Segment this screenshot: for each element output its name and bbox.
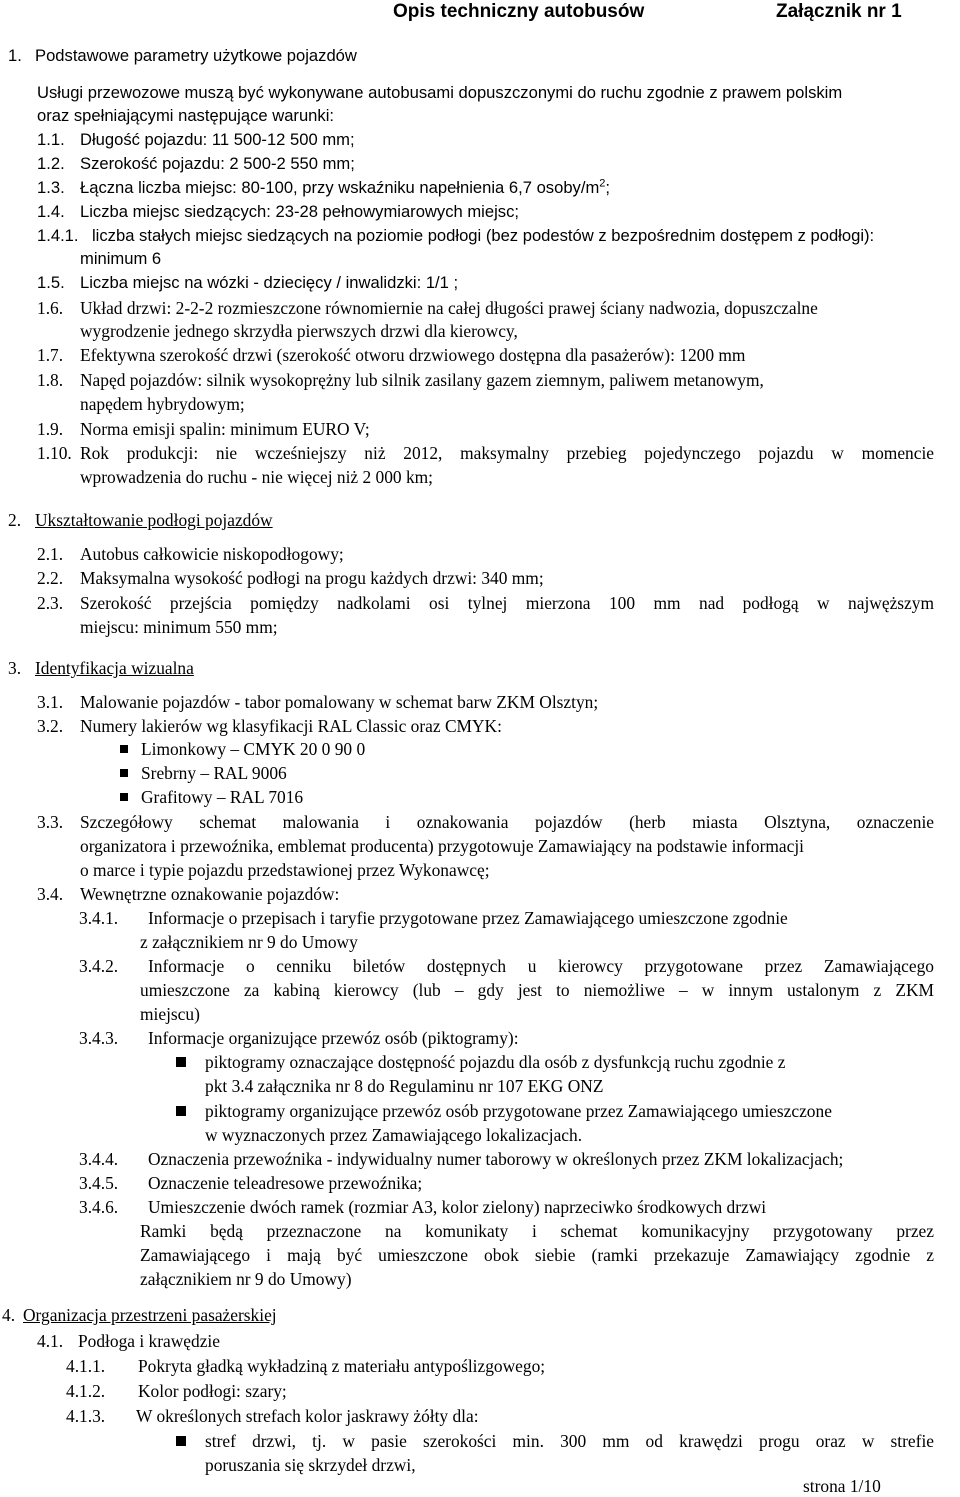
bullet-square-icon (176, 1057, 186, 1067)
bullet-square-icon (120, 793, 128, 801)
pictogram-1-line-1: piktogramy oznaczające dostępność pojazdu dla osób z dysfunkcją ruchu zgodnie z (205, 1052, 786, 1072)
intro-line-2: oraz spełniającymi następujące warunki: (37, 106, 334, 125)
item-1-10-cont: wprowadzenia do ruchu - nie więcej niż 2 000 km; (80, 467, 434, 487)
floor-zone-line-2: poruszania się skrzydeł drzwi, (205, 1455, 416, 1475)
item-1-8-cont: napędem hybrydowym; (80, 394, 245, 414)
item-3-3-cont-2: o marce i typie pojazdu przedstawionej przez Wykonawcę; (80, 860, 490, 880)
item-3-3-cont-1: organizatora i przewoźnika, emblemat producenta) przygotowuje Zamawiający na podstawie informacji (80, 836, 804, 856)
bullet-square-icon (176, 1436, 186, 1446)
item-3-4-6-cont-3: załącznikiem nr 9 do Umowy) (140, 1269, 352, 1289)
annex-label: Załącznik nr 1 (776, 1, 902, 22)
item-1-4-1-cont: minimum 6 (80, 249, 162, 268)
color-limonkowy: Limonkowy – CMYK 20 0 90 0 (141, 739, 366, 759)
document-title: Opis techniczny autobusów (393, 1, 645, 22)
page-number: strona 1/10 (803, 1476, 881, 1496)
bullet-square-icon (120, 745, 128, 753)
document-page: Opis techniczny autobusów Załącznik nr 1 1. Podstawowe parametry użytkowe pojazdów Usługi przewozowe muszą być wykonywane autobusami dopuszczonymi do ruchu zgodnie z prawem polskim oraz spełniającymi następujące warunki: 1.1. Długość pojazdu: 11 500-12 500 mm; 1.2. Szerokość pojazdu: 2 500-2 550 mm; 1.3. Łączna liczba miejsc: 80-100, przy wskaźniku napełnienia 6,7 osoby/$m^2$; 1.4. Liczba miejsc siedzących: 23-28 pełnowymiarowych miejsc; 1.4.1. liczba stałych miejsc siedzących na poziomie podłogi (bez podestów z bezpośrednim dostępem z podłogi): minimum 6 1.5. Liczba miejsc na wózki - dziecięcy / inwalidzki: 1/1 ; 1.6. Układ drzwi: 2-2-2 rozmieszczone równomiernie na całej długości prawej ściany nadwozia, dopuszczalne wygrodzenie jednego skrzydła pierwszych drzwi dla kierowcy, 1.7. Efektywna szerokość drzwi (szerokość otworu drzwiowego dostępna dla pasażerów): 1200 mm 1.8. Napęd pojazdów: silnik wysokoprężny lub silnik zasilany gazem ziemnym, paliwem metanowym, napędem hybrydowym; 1.9. Norma emisji spalin: minimum EURO V; 1.10. Rok produkcji: nie wcześniejszy niż 2012, maksymalny przebieg pojedynczego pojazdu w momencie wprowadzenia do ruchu - nie więcej niż 2 000 km; 2. Ukształtowanie podłogi pojazdów 2.1. Autobus całkowicie niskopodłogowy; 2.2. Maksymalna wysokość podłogi na progu każdych drzwi: 340 mm; 2.3. Szerokość przejścia pomiędzy nadkolami osi tylnej mierzona 100 mm nad podłogą w najwęższym miejscu: minimum 550 mm; 3. Identyfikacja wizualna 3.1. Malowanie pojazdów - tabor pomalowany w schemat barw ZKM Olsztyn; 3.2. Numery lakierów wg klasyfikacji RAL Classic oraz CMYK: Limonkowy – CMYK 20 0 90 0 Srebrny – RAL 9006 Grafitowy – RAL 7016 3.3. Szczegółowy schemat malowania i oznakowania pojazdów (herb miasta Olsztyna, oznaczenie organizatora i przewoźnika, emblemat producenta) przygotowuje Zamawiający na podstawie informacji o marce i typie pojazdu przedstawionej przez Wykonawcę; 3.4. Wewnętrzne oznakowanie pojazdów: 3.4.1. Informacje o przepisach i taryfie przygotowane przez Zamawiającego umieszczone zgodnie z załącznikiem nr 9 do Umowy 3.4.2. Informacje o cenniku biletów dostępnych u kierowcy przygotowane przez Zamawiającego umieszczone za kabiną kierowcy (lub – gdy jest to niemożliwe – w innym ustalonym z ZKM miejscu) 3.4.3. Informacje organizujące przewóz osób (piktogramy): piktogramy oznaczające dostępność pojazdu dla osób z dysfunkcją ruchu zgodnie z pkt 3.4 załącznika nr 8 do Regulaminu nr 107 EKG ONZ piktogramy organizujące przewóz osób przygotowane przez Zamawiającego umieszczone w wyznaczonych przez Zamawiającego lokalizacjach. 3.4.4. Oznaczenia przewoźnika - indywidualny numer taborowy w określonych przez ZKM lokalizacjach; 3.4.5. Oznaczenie teleadresowe przewoźnika; 3.4.6. Umieszczenie dwóch ramek (rozmiar A3, kolor zielony) naprzeciwko środkowych drzwi Ramki będą przeznaczone na komunikaty i schemat komunikacyjny przygotowany przez Zamawiającego i mają być umieszczone obok siebie (ramki przekazuje Zamawiający zgodnie z załącznikiem nr 9 do Umowy) 4. Organizacja przestrzeni pasażerskiej 4.1. Podłoga i krawędzie 4.1.1. Pokryta gładką wykładziną z materiału antypoślizgowego; 4.1.2. Kolor podłogi: szary; 4.1.3. W określonych strefach kolor jaskrawy żółty dla: stref drzwi, tj. w pasie szerokości min. 300 mm od krawędzi progu oraz w strefie poruszania się skrzydeł drzwi, strona 1/10 (2, 1, 934, 1496)
pictogram-2-line-1: piktogramy organizujące przewóz osób przygotowane przez Zamawiającego umieszczone (205, 1101, 832, 1121)
item-3-4-2-cont-2: miejscu) (140, 1004, 200, 1024)
intro-line-1: Usługi przewozowe muszą być wykonywane autobusami dopuszczonymi do ruchu zgodnie z prawem polskim (37, 83, 843, 102)
pictogram-2-line-2: w wyznaczonych przez Zamawiającego lokalizacjach. (205, 1125, 583, 1145)
bullet-square-icon (120, 769, 128, 777)
item-1-6-cont: wygrodzenie jednego skrzydła pierwszych drzwi dla kierowcy, (80, 321, 518, 341)
item-3-4-1-cont: z załącznikiem nr 9 do Umowy (140, 932, 358, 952)
color-srebrny: Srebrny – RAL 9006 (141, 763, 287, 783)
bullet-square-icon (176, 1106, 186, 1116)
item-2-3-cont: miejscu: minimum 550 mm; (80, 617, 278, 637)
pictogram-1-line-2: pkt 3.4 załącznika nr 8 do Regulaminu nr 107 EKG ONZ (205, 1076, 604, 1096)
color-grafitowy: Grafitowy – RAL 7016 (141, 787, 304, 807)
